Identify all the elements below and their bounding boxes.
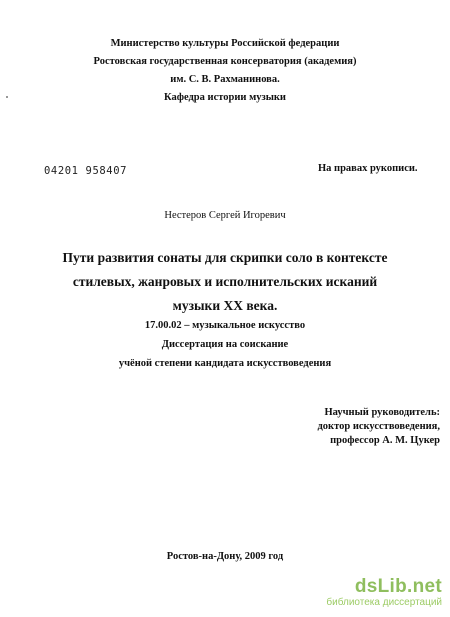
title-line-1: Пути развития сонаты для скрипки соло в контексте xyxy=(62,250,388,265)
supervisor-label: Научный руководитель: xyxy=(324,407,440,418)
title-line-2: стилевых, жанровых и исполнительских исканий xyxy=(72,274,378,289)
rights-note: На правах рукописи. xyxy=(318,163,418,174)
conservatory-name-line: им. С. В. Рахманинова. xyxy=(170,74,280,85)
supervisor-degree: доктор искусствоведения, xyxy=(317,421,440,432)
city-year: Ростов-на-Дону, 2009 год xyxy=(166,551,284,562)
author-name: Нестеров Сергей Игоревич xyxy=(164,210,286,221)
title-line-3: музыки XX века. xyxy=(172,298,278,313)
dissertation-line: Диссертация на соискание xyxy=(161,339,289,350)
degree-line: учёной степени кандидата искусствоведения xyxy=(118,358,332,369)
watermark-subtitle: библиотека диссертаций xyxy=(326,597,442,608)
conservatory-line: Ростовская государственная консерватория (академия) xyxy=(93,56,357,67)
department-line: Кафедра истории музыки xyxy=(163,92,286,103)
watermark-logo: dsLib.net xyxy=(354,576,442,597)
specialty-line: 17.00.02 – музыкальное искусство xyxy=(144,320,306,331)
dslib-watermark[interactable] xyxy=(314,577,442,609)
supervisor-block xyxy=(300,406,440,448)
archive-number: 04201 958407 xyxy=(44,165,128,177)
scan-speck xyxy=(6,96,8,98)
supervisor-name: профессор А. М. Цукер xyxy=(330,435,440,446)
ministry-line: Министерство культуры Российской федерации xyxy=(110,38,340,49)
